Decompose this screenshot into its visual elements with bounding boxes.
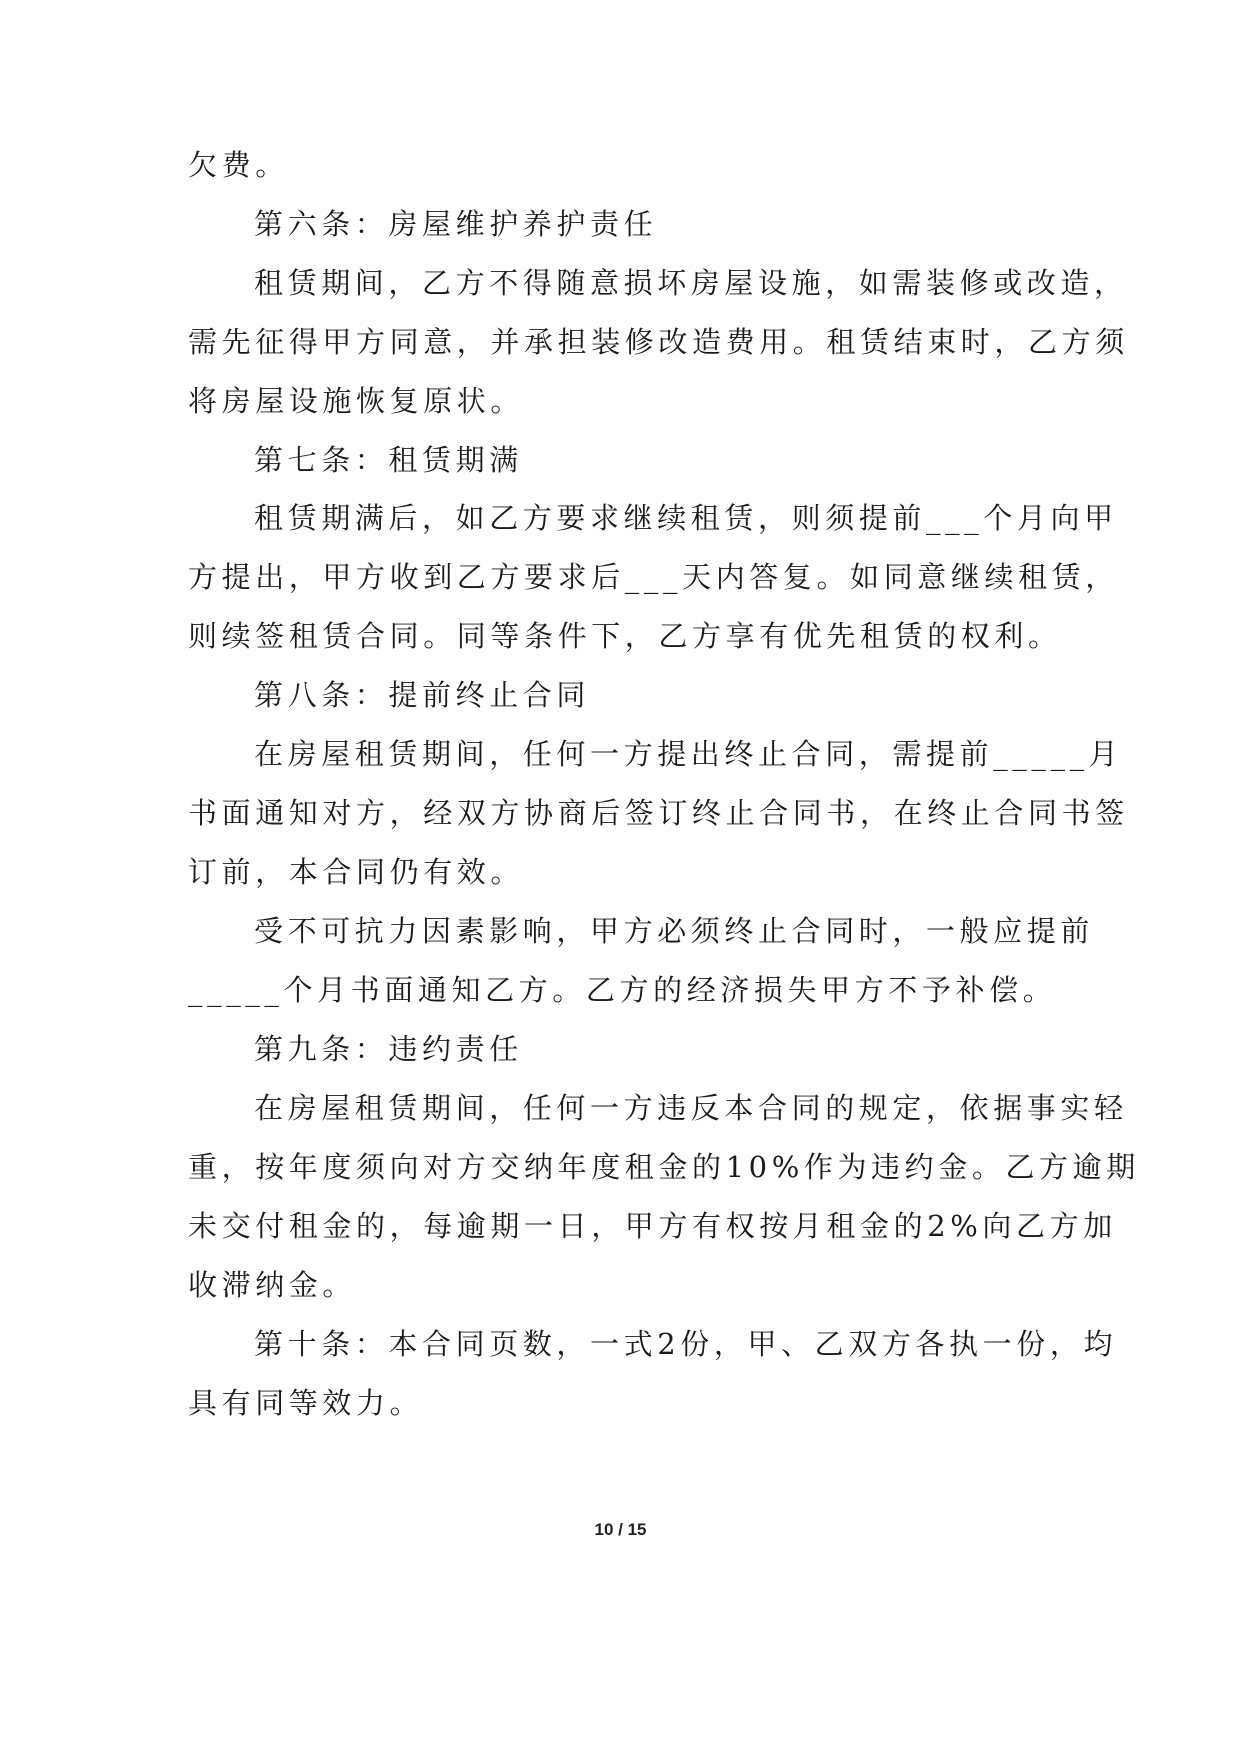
text-line: 订前，本合同仍有效。	[188, 855, 525, 889]
text-line: _____个月书面通知乙方。乙方的经济损失甲方不予补偿。	[188, 973, 1057, 1007]
text-line: 重，按年度须向对方交纳年度租金的10%作为违约金。乙方逾期	[188, 1150, 1140, 1184]
text-line: 租赁期间，乙方不得随意损坏房屋设施，如需装修或改造，	[254, 266, 1128, 300]
text-line: 具有同等效力。	[188, 1386, 424, 1420]
text-line: 收滞纳金。	[188, 1268, 357, 1302]
text-line: 租赁期满后，如乙方要求继续租赁，则须提前___个月向甲	[254, 501, 1118, 535]
text-line: 受不可抗力因素影响，甲方必须终止合同时，一般应提前	[254, 914, 1095, 948]
section-heading-7: 第七条：租赁期满	[254, 443, 523, 477]
text-line: 欠费。	[188, 148, 289, 182]
text-line: 书面通知对方，经双方协商后签订终止合同书，在终止合同书签	[188, 796, 1129, 830]
section-heading-10: 第十条：本合同页数，一式2份，甲、乙双方各执一份，均	[254, 1327, 1118, 1361]
page-number: 10 / 15	[594, 1520, 647, 1539]
text-line: 未交付租金的，每逾期一日，甲方有权按月租金的2%向乙方加	[188, 1209, 1117, 1243]
section-heading-8: 第八条：提前终止合同	[254, 678, 591, 712]
section-heading-6: 第六条：房屋维护养护责任	[254, 207, 658, 241]
text-line: 方提出，甲方收到乙方要求后___天内答复。如同意继续租赁，	[188, 560, 1119, 594]
text-line: 将房屋设施恢复原状。	[188, 384, 525, 418]
text-line: 在房屋租赁期间，任何一方违反本合同的规定，依据事实轻	[254, 1091, 1128, 1125]
section-heading-9: 第九条：违约责任	[254, 1032, 523, 1066]
text-line: 需先征得甲方同意，并承担装修改造费用。租赁结束时，乙方须	[188, 325, 1129, 359]
text-line: 则续签租赁合同。同等条件下，乙方享有优先租赁的权利。	[188, 619, 1062, 653]
text-line: 在房屋租赁期间，任何一方提出终止合同，需提前_____月	[254, 737, 1123, 771]
